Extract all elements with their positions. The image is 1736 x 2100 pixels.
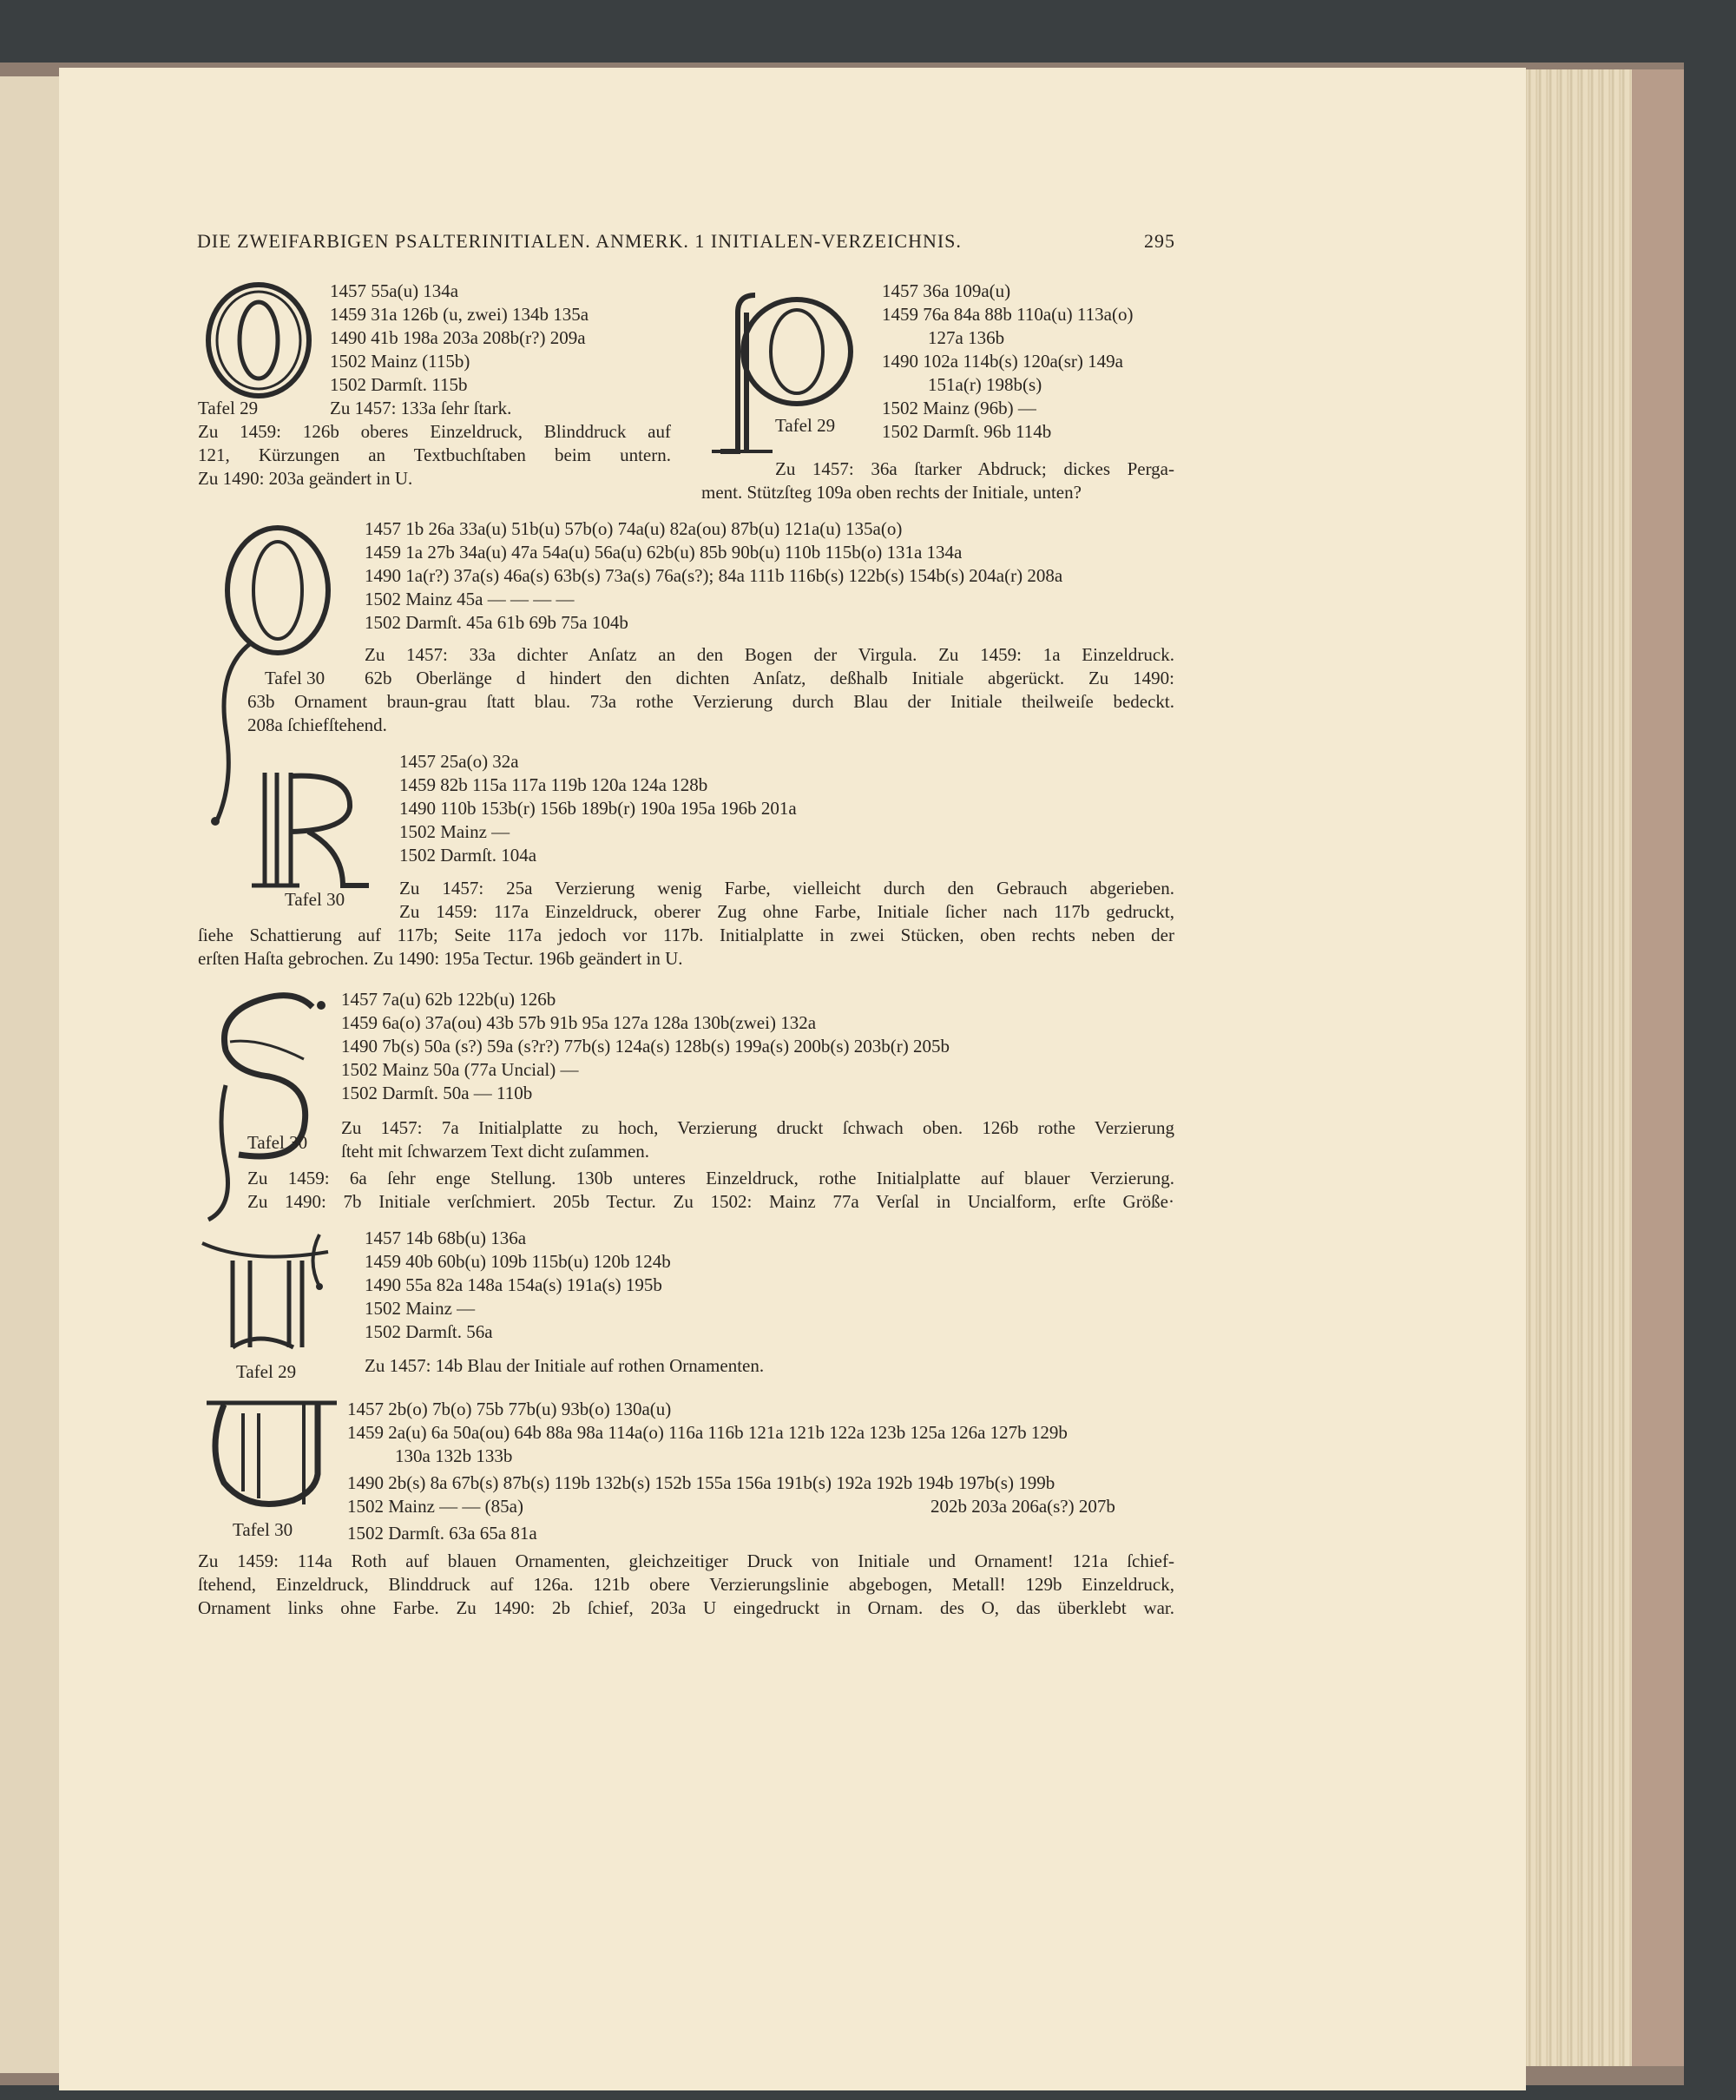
u-note-3: Ornament links ohne Farbe. Zu 1490: 2b ſchief, 203a U eingedruckt in Ornam. des O, das überklebt war. (198, 1597, 1174, 1618)
q-line-4: 1502 Mainz 45a — — — — (365, 589, 575, 609)
s-line-5: 1502 Darmſt. 50a — 110b (341, 1083, 533, 1103)
u-line-2: 1459 2a(u) 6a 50a(ou) 64b 88a 98a 114a(o) 116a 116b 121a 121b 122a 123b 125a 126a 127b 129b (347, 1422, 1068, 1443)
t-line-4: 1502 Mainz — (365, 1298, 476, 1319)
p-line-4: 1490 102a 114b(s) 120a(sr) 149a (882, 351, 1123, 372)
initial-r-illustration (247, 764, 378, 894)
s-line-4: 1502 Mainz 50a (77a Uncial) — (341, 1059, 579, 1080)
o-line-2: 1459 31a 126b (u, zwei) 134b 135a (330, 304, 589, 325)
q-note-1: Zu 1457: 33a dichter Anſatz an den Bogen der Virgula. Zu 1459: 1a Einzeldruck. (365, 644, 1174, 665)
o-tafel: Tafel 29 (198, 398, 259, 418)
p-line-2: 1459 76a 84a 88b 110a(u) 113a(o) (882, 304, 1134, 325)
t-line-3: 1490 55a 82a 148a 154a(s) 191a(s) 195b (365, 1274, 662, 1295)
page-number: 295 (1144, 230, 1175, 252)
p-line-1: 1457 36a 109a(u) (882, 280, 1011, 301)
q-note-3: 63b Ornament braun-grau ſtatt blau. 73a rothe Verzierung durch Blau der Initiale theilweiſe bedeckt. (247, 691, 1174, 712)
r-note-2: Zu 1459: 117a Einzeldruck, oberer Zug ohne Farbe, Initiale ſicher nach 117b gedruckt, (399, 901, 1174, 922)
q-note-4: 208a ſchiefſtehend. (247, 714, 387, 735)
s-note-1: Zu 1457: 7a Initialplatte zu hoch, Verzierung druckt ſchwach oben. 126b rothe Verzierung (341, 1117, 1174, 1138)
o-note-1: Zu 1457: 133a ſehr ſtark. (330, 398, 512, 418)
p-line-5: 151a(r) 198b(s) (928, 374, 1042, 395)
p-note-1: Zu 1457: 36a ſtarker Abdruck; dickes Perga- (775, 458, 1174, 479)
p-line-6: 1502 Mainz (96b) — (882, 398, 1036, 418)
left-page-edge (0, 76, 59, 2073)
initial-u-illustration (207, 1396, 337, 1517)
s-note-3: Zu 1459: 6a ſehr enge Stellung. 130b unteres Einzeldruck, rothe Initialplatte auf blauer Verzierung. (247, 1168, 1174, 1188)
u-line-5: 1502 Mainz — — (85a) (347, 1496, 523, 1517)
o-line-3: 1490 41b 198a 203a 208b(r?) 209a (330, 327, 586, 348)
r-line-1: 1457 25a(o) 32a (399, 751, 519, 772)
s-line-2: 1459 6a(o) 37a(ou) 43b 57b 91b 95a 127a 128a 130b(zwei) 132a (341, 1012, 817, 1033)
q-line-5: 1502 Darmſt. 45a 61b 69b 75a 104b (365, 612, 628, 633)
p-tafel: Tafel 29 (775, 415, 836, 436)
t-line-5: 1502 Darmſt. 56a (365, 1321, 493, 1342)
r-note-3: ſiehe Schattierung auf 117b; Seite 117a jedoch vor 117b. Initialplatte in zwei Stücken, oben rechts neben der (198, 925, 1174, 945)
o-note-3: 121, Kürzungen an Textbuchſtaben beim untern. (198, 444, 671, 465)
u-line-6: 202b 203a 206a(s?) 207b (930, 1496, 1115, 1517)
r-line-2: 1459 82b 115a 117a 119b 120a 124a 128b (399, 774, 708, 795)
u-note-2: ſtehend, Einzeldruck, Blinddruck auf 126a. 121b obere Verzierungslinie abgebogen, Metall! 129b Einzeldruck, (198, 1574, 1174, 1595)
t-line-2: 1459 40b 60b(u) 109b 115b(u) 120b 124b (365, 1251, 671, 1272)
p-note-2: ment. Stützſteg 109a oben rechts der Initiale, unten? (701, 482, 1082, 503)
o-note-4: Zu 1490: 203a geändert in U. (198, 468, 413, 489)
o-note-2: Zu 1459: 126b oberes Einzeldruck, Blinddruck auf (198, 421, 671, 442)
u-line-4: 1490 2b(s) 8a 67b(s) 87b(s) 119b 132b(s) 152b 155a 156a 191b(s) 192a 192b 194b 197b(s) 199b (347, 1472, 1055, 1493)
u-note-1: Zu 1459: 114a Roth auf blauen Ornamenten, gleichzeitiger Druck von Initiale und Ornament! 121a ſchief- (198, 1550, 1174, 1571)
s-note-2: ſteht mit ſchwarzem Text dicht zuſammen. (341, 1141, 650, 1162)
o-line-4: 1502 Mainz (115b) (330, 351, 470, 372)
s-line-3: 1490 7b(s) 50a (s?) 59a (s?r?) 77b(s) 124a(s) 128b(s) 199a(s) 200b(s) 203b(r) 205b (341, 1036, 950, 1057)
q-line-3: 1490 1a(r?) 37a(s) 46a(s) 63b(s) 73a(s) 76a(s?); 84a 111b 116b(s) 122b(s) 154b(s) 204a(r) 208a (365, 565, 1063, 586)
u-line-3: 130a 132b 133b (395, 1445, 513, 1466)
s-note-4: Zu 1490: 7b Initiale verſchmiert. 205b Tectur. Zu 1502: Mainz 77a Verſal in Uncialform, erſte Größe· (247, 1191, 1174, 1212)
r-note-4: erſten Haſta gebrochen. Zu 1490: 195a Tectur. 196b geändert in U. (198, 948, 683, 969)
r-line-5: 1502 Darmſt. 104a (399, 845, 537, 866)
u-line-1: 1457 2b(o) 7b(o) 75b 77b(u) 93b(o) 130a(u) (347, 1399, 672, 1419)
q-line-1: 1457 1b 26a 33a(u) 51b(u) 57b(o) 74a(u) 82a(ou) 87b(u) 121a(u) 135a(o) (365, 518, 903, 539)
t-note-1: Zu 1457: 14b Blau der Initiale auf rothen Ornamenten. (365, 1355, 765, 1376)
p-line-7: 1502 Darmſt. 96b 114b (882, 421, 1052, 442)
s-tafel: Tafel 30 (247, 1132, 308, 1153)
initial-o-illustration (198, 280, 319, 401)
q-note-2: 62b Oberlänge d hindert den dichten Anſatz, deßhalb Initiale abgerückt. Zu 1490: (365, 668, 1174, 688)
o-line-5: 1502 Darmſt. 115b (330, 374, 468, 395)
q-line-2: 1459 1a 27b 34a(u) 47a 54a(u) 56a(u) 62b(u) 85b 90b(u) 110b 115b(o) 131a 134a (365, 542, 963, 563)
s-line-1: 1457 7a(u) 62b 122b(u) 126b (341, 989, 556, 1010)
o-line-1: 1457 55a(u) 134a (330, 280, 459, 301)
running-header: DIE ZWEIFARBIGEN PSALTERINITIALEN. ANMERK. 1 INITIALEN-VERZEICHNIS. (197, 230, 962, 252)
initial-t-illustration (198, 1226, 345, 1356)
cover-edge (1632, 69, 1684, 2066)
u-tafel: Tafel 30 (233, 1519, 293, 1540)
r-note-1: Zu 1457: 25a Verzierung wenig Farbe, vielleicht durch den Gebrauch abgerieben. (399, 878, 1174, 899)
t-line-1: 1457 14b 68b(u) 136a (365, 1228, 527, 1248)
u-line-7: 1502 Darmſt. 63a 65a 81a (347, 1523, 537, 1544)
p-line-3: 127a 136b (928, 327, 1005, 348)
r-line-4: 1502 Mainz — (399, 821, 510, 842)
r-line-3: 1490 110b 153b(r) 156b 189b(r) 190a 195a 196b 201a (399, 798, 797, 819)
r-tafel: Tafel 30 (285, 889, 345, 910)
t-tafel: Tafel 29 (236, 1361, 297, 1382)
q-tafel: Tafel 30 (265, 668, 326, 688)
